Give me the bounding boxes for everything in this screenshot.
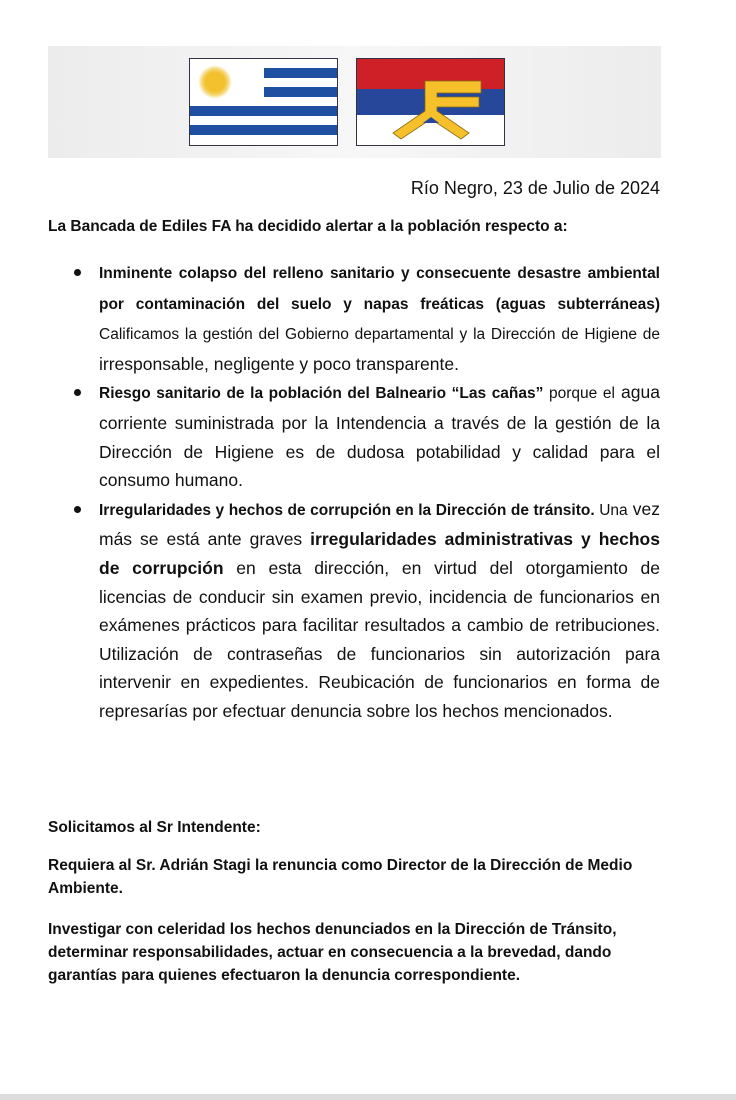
bullet-text: Calificamos la gestión del Gobierno departamental y la Dirección de Higiene de xyxy=(99,326,660,344)
date-line: Río Negro, 23 de Julio de 2024 xyxy=(410,178,660,198)
frente-amplio-flag-icon xyxy=(356,58,505,146)
list-item xyxy=(48,495,660,726)
flags-banner xyxy=(48,46,661,158)
bullet-text: agua corriente suministrada por la Intendencia a través de la gestión de la Dirección de Higiene es de dudosa potabilidad y calidad para el consumo humano. xyxy=(99,382,660,491)
request-1: Requiera al Sr. Adrián Stagi la renuncia como Director de la Dirección de Medio Ambiente. xyxy=(48,857,633,897)
list-item xyxy=(48,378,660,494)
alert-list xyxy=(48,258,660,726)
page-edge xyxy=(0,1094,736,1100)
bullet-text: Una xyxy=(594,501,628,519)
request-2: Investigar con celeridad los hechos denunciados en la Dirección de Tránsito, determinar responsabilidades, actuar en consecuencia a la brevedad, dando garantías para quienes efectuaron la denuncia correspondiente. xyxy=(48,921,617,984)
uruguay-flag-icon xyxy=(189,58,338,146)
request-heading: Solicitamos al Sr Intendente: xyxy=(48,819,261,836)
list-item xyxy=(48,258,660,378)
sun-of-may-icon xyxy=(198,65,232,99)
bullet-heading: Inminente colapso del relleno sanitario y consecuente desastre ambiental por contaminación del suelo y napas freáticas (aguas subterráneas) xyxy=(99,265,660,313)
bullet-text: vez más se está ante graves xyxy=(99,498,660,550)
bullet-text: en esta dirección, en virtud del otorgamiento de licencias de conducir sin examen previo, incidencia de funcionarios en exámenes prácticos para facilitar resultados a cambio de retribuciones. Utilización de contraseñas de funcionarios sin autorización para intervenir en expedientes. Reubicación de funcionarios en forma de represarías por efectuar denuncia sobre los hechos mencionados. xyxy=(99,557,660,721)
intro-text: La Bancada de Ediles FA ha decidido alertar a la población respecto a: xyxy=(48,218,568,235)
bullet-heading: Riesgo sanitario de la población del Balneario “Las cañas” xyxy=(99,385,544,403)
bullet-text: porque el xyxy=(543,385,615,403)
bullet-emphasis: irregularidades administrativas y hechos de corrupción xyxy=(99,529,660,578)
bullet-heading: Irregularidades y hechos de corrupción en la Dirección de tránsito. xyxy=(99,501,595,519)
bullet-text: irresponsable, negligente y poco transparente. xyxy=(99,353,459,374)
